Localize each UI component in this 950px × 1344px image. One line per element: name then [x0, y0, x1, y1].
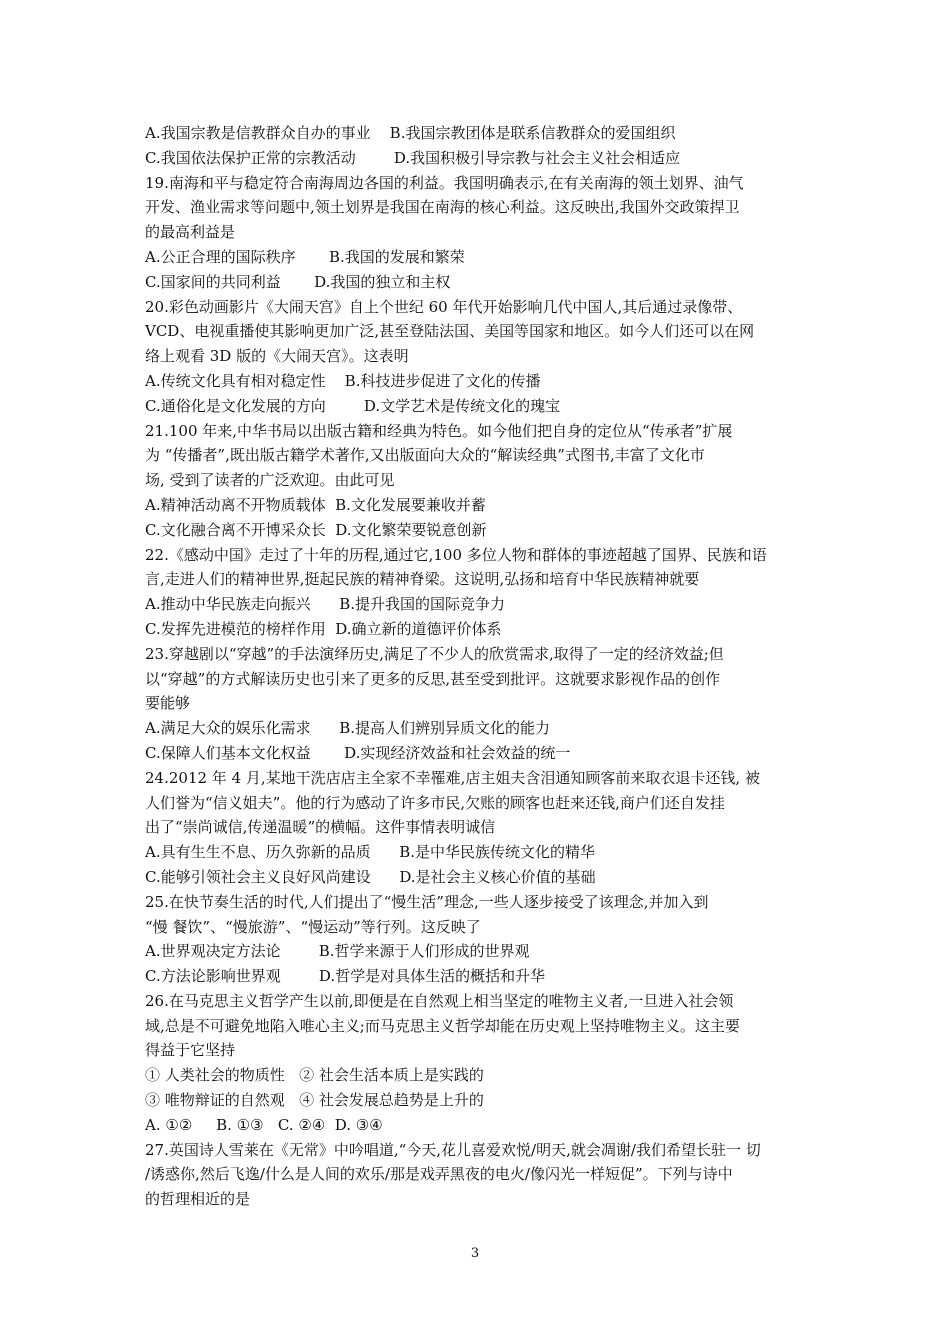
text-line: 26.在马克思主义哲学产生以前,即便是在自然观上相当坚定的唯物主义者,一旦进入社会领 — [145, 991, 734, 1010]
text-line: 得益于它坚持 — [145, 1041, 236, 1060]
text-line: VCD、电视重播使其影响更加广泛,甚至登陆法国、美国等国家和地区。如今人们还可以在网 — [145, 322, 755, 341]
text-line: C.能够引领社会主义良好风尚建设 D.是社会主义核心价值的基础 — [145, 867, 596, 886]
text-line: 27.英国诗人雪莱在《无常》中吟唱道,“今天,花儿喜爱欢悦/明天,就会凋谢/我们希望长驻一 切 — [145, 1140, 761, 1159]
text-line: 20.彩色动画影片《大闹天宫》自上个世纪 60 年代开始影响几代中国人,其后通过录像带、 — [145, 297, 743, 316]
text-line: A. ①② B. ①③ C. ②④ D. ③④ — [145, 1115, 383, 1134]
text-line: A.传统文化具有相对稳定性 B.科技进步促进了文化的传播 — [145, 371, 541, 390]
text-line: A.推动中华民族走向振兴 B.提升我国的国际竞争力 — [145, 595, 506, 614]
text-line: 23.穿越剧以“穿越”的手法演绎历史,满足了不少人的欣赏需求,取得了一定的经济效益;但 — [145, 644, 724, 663]
text-line: 络上观看 3D 版的《大闹天宫》。这表明 — [145, 347, 409, 366]
question-text-block — [145, 121, 813, 1212]
text-line: C.我国依法保护正常的宗教活动 D.我国积极引导宗教与社会主义社会相适应 — [145, 148, 681, 167]
text-line: C.发挥先进模范的榜样作用 D.确立新的道德评价体系 — [145, 619, 502, 638]
text-line: 要能够 — [145, 694, 191, 713]
text-line: A.我国宗教是信教群众自办的事业 B.我国宗教团体是联系信教群众的爱国组织 — [145, 124, 676, 142]
text-line: 开发、渔业需求等问题中,领土划界是我国在南海的核心利益。这反映出,我国外交政策捍卫 — [145, 198, 740, 217]
text-line: 场, 受到了读者的广泛欢迎。由此可见 — [145, 471, 395, 490]
text-line: C.文化融合离不开博采众长 D.文化繁荣要锐意创新 — [145, 520, 487, 539]
text-line: C.保障人们基本文化权益 D.实现经济效益和社会效益的统一 — [145, 743, 571, 762]
text-line: C.通俗化是文化发展的方向 D.文学艺术是传统文化的瑰宝 — [145, 396, 561, 415]
text-line: A.具有生生不息、历久弥新的品质 B.是中华民族传统文化的精华 — [145, 843, 596, 862]
text-line: 的哲理相近的是 — [145, 1190, 251, 1209]
text-line: /诱惑你,然后飞逸/什么是人间的欢乐/那是戏弄黑夜的电火/像闪光一样短促”。下列与诗中 — [145, 1165, 733, 1184]
text-line: 25.在快节奏生活的时代,人们提出了“慢生活”理念,一些人逐步接受了该理念,并加入到 — [145, 892, 709, 911]
text-line: 言,走进人们的精神世界,挺起民族的精神脊梁。这说明,弘扬和培育中华民族精神就要 — [145, 570, 700, 589]
text-line: 22.《感动中国》走过了十年的历程,通过它,100 多位人物和群体的事迹超越了国界、民族和语 — [145, 545, 767, 564]
text-line: 为 “传播者”,既出版古籍学术著作,又出版面向大众的“解读经典”式图书,丰富了文化市 — [145, 446, 705, 465]
text-line: 19.南海和平与稳定符合南海周边各国的利益。我国明确表示,在有关南海的领土划界、油气 — [145, 173, 744, 192]
text-line: 人们誉为“信义姐夫”。他的行为感动了许多市民,欠账的顾客也赶来还钱,商户们还自发挂 — [145, 793, 725, 812]
text-line: A.精神活动离不开物质载体 B.文化发展要兼收并蓄 — [145, 495, 486, 514]
text-line: 21.100 年来,中华书局以出版古籍和经典为特色。如今他们把自身的定位从“传承者”扩展 — [145, 421, 733, 440]
text-line: 的最高利益是 — [145, 223, 236, 242]
page-number: 3 — [470, 1246, 480, 1261]
text-line: 以“穿越”的方式解读历史也引来了更多的反思,甚至受到批评。这就要求影视作品的创作 — [145, 669, 721, 688]
text-line: A.公正合理的国际秩序 B.我国的发展和繁荣 — [145, 247, 465, 266]
text-line: 域,总是不可避免地陷入唯心主义;而马克思主义哲学却能在历史观上坚持唯物主义。这主要 — [145, 1016, 740, 1035]
text-line: A.世界观决定方法论 B.哲学来源于人们形成的世界观 — [145, 942, 530, 961]
text-line: “慢 餐饮”、“慢旅游”、“慢运动”等行列。这反映了 — [145, 917, 481, 936]
text-line: ① 人类社会的物质性 ② 社会生活本质上是实践的 — [145, 1066, 484, 1085]
text-line: 24.2012 年 4 月,某地干洗店店主全家不幸罹难,店主姐夫含泪通知顾客前来取衣退卡还钱, 被 — [145, 768, 760, 787]
text-line: C.国家间的共同利益 D.我国的独立和主权 — [145, 272, 451, 291]
text-line: A.满足大众的娱乐化需求 B.提高人们辨别异质文化的能力 — [145, 719, 551, 738]
text-line: C.方法论影响世界观 D.哲学是对具体生活的概括和升华 — [145, 967, 546, 986]
text-line: ③ 唯物辩证的自然观 ④ 社会发展总趋势是上升的 — [145, 1091, 484, 1110]
text-line: 出了“崇尚诚信,传递温暖”的横幅。这件事情表明诚信 — [145, 818, 496, 837]
